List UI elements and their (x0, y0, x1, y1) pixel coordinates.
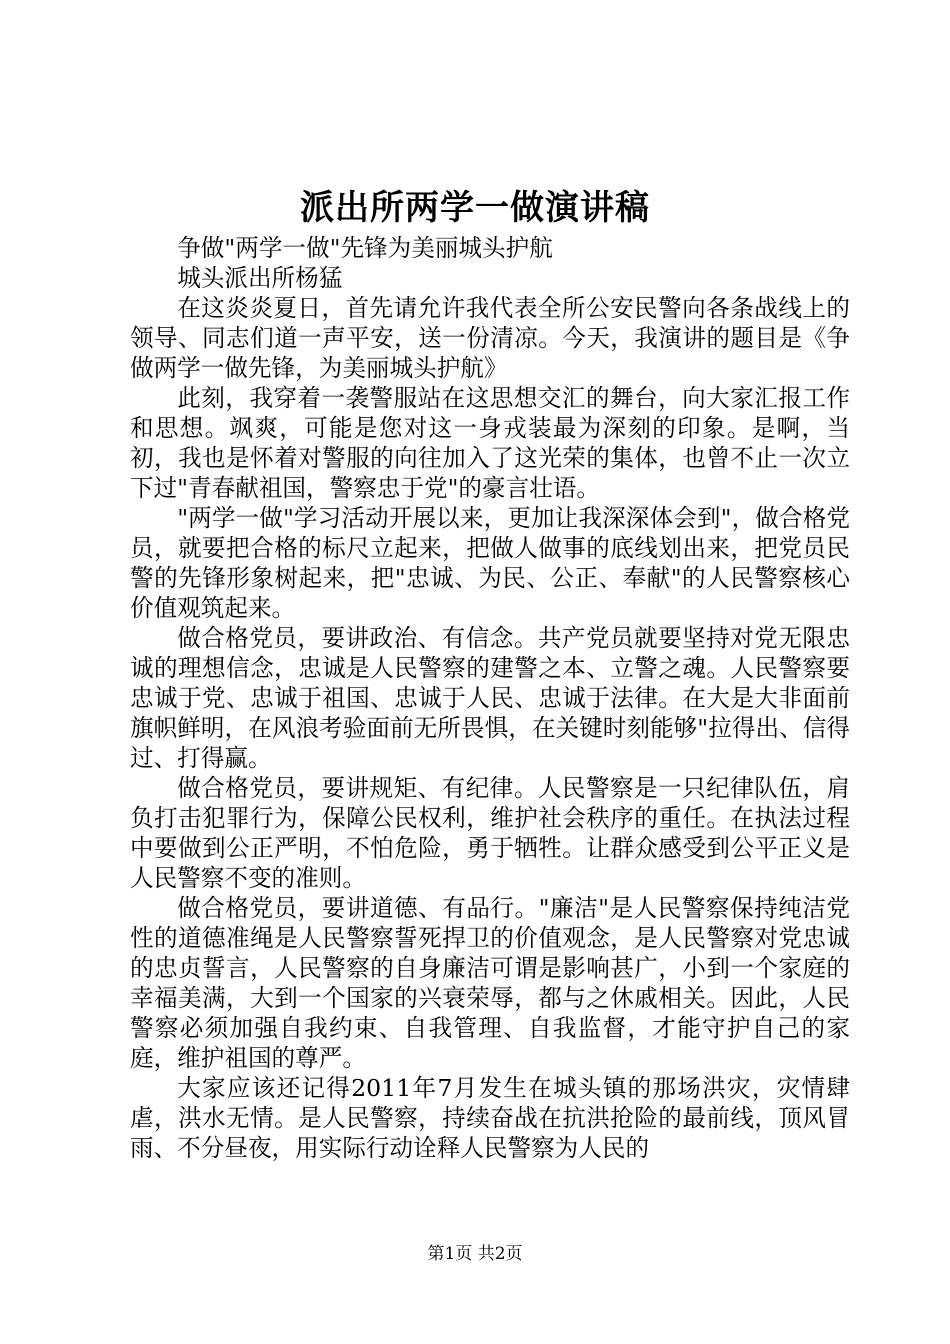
paragraph: 做合格党员，要讲道德、有品行。"廉洁"是人民警察保持纯洁党性的道德准绳是人民警察誓死捍卫的价值观念，是人民警察对党忠诚的忠贞誓言，人民警察的自身廉洁可谓是影响甚广，小到一个家庭的幸福美满，大到一个国家的兴衰荣辱，都与之休戚相关。因此，人民警察必须加强自我约束、自我管理、自我监督，才能守护自己的家庭，维护祖国的尊严。 (130, 894, 850, 1072)
paragraph: 大家应该还记得2011年7月发生在城头镇的那场洪灾，灾情肆虐，洪水无情。是人民警察，持续奋战在抗洪抢险的最前线，顶风冒雨、不分昼夜，用实际行动诠释人民警察为人民的 (130, 1074, 850, 1162)
paragraph: "两学一做"学习活动开展以来，更加让我深深体会到"，做合格党员，就要把合格的标尺立起来，把做人做事的底线划出来，把党员民警的先锋形象树起来，把"忠诚、为民、公正、奉献"的人民警察核心价值观筑起来。 (130, 504, 850, 622)
paragraph: 在这炎炎夏日，首先请允许我代表全所公安民警向各条战线上的领导、同志们道一声平安，送一份清凉。今天，我演讲的题目是《争做两学一做先锋，为美丽城头护航》 (130, 294, 850, 382)
document-body (130, 233, 850, 1163)
paragraph: 做合格党员，要讲政治、有信念。共产党员就要坚持对党无限忠诚的理想信念，忠诚是人民警察的建警之本、立警之魂。人民警察要忠诚于党、忠诚于祖国、忠诚于人民、忠诚于法律。在大是大非面前旗帜鲜明，在风浪考验面前无所畏惧，在关键时刻能够"拉得出、信得过、打得赢。 (130, 624, 850, 772)
page-number-footer: 第1页 共2页 (427, 1244, 523, 1264)
author-line: 城头派出所杨猛 (177, 264, 343, 292)
document-title: 派出所两学一做演讲稿 (300, 188, 650, 228)
paragraph: 做合格党员，要讲规矩、有纪律。人民警察是一只纪律队伍，肩负打击犯罪行为，保障公民权利，维护社会秩序的重任。在执法过程中要做到公正严明，不怕危险，勇于牺牲。让群众感受到公平正义是人民警察不变的准则。 (130, 774, 850, 892)
subtitle-line: 争做"两学一做"先锋为美丽城头护航 (177, 234, 553, 262)
paragraph: 此刻，我穿着一袭警服站在这思想交汇的舞台，向大家汇报工作和思想。飒爽，可能是您对这一身戎装最为深刻的印象。是啊，当初，我也是怀着对警服的向往加入了这光荣的集体，也曾不止一次立下过"青春献祖国，警察忠于党"的豪言壮语。 (130, 384, 850, 502)
